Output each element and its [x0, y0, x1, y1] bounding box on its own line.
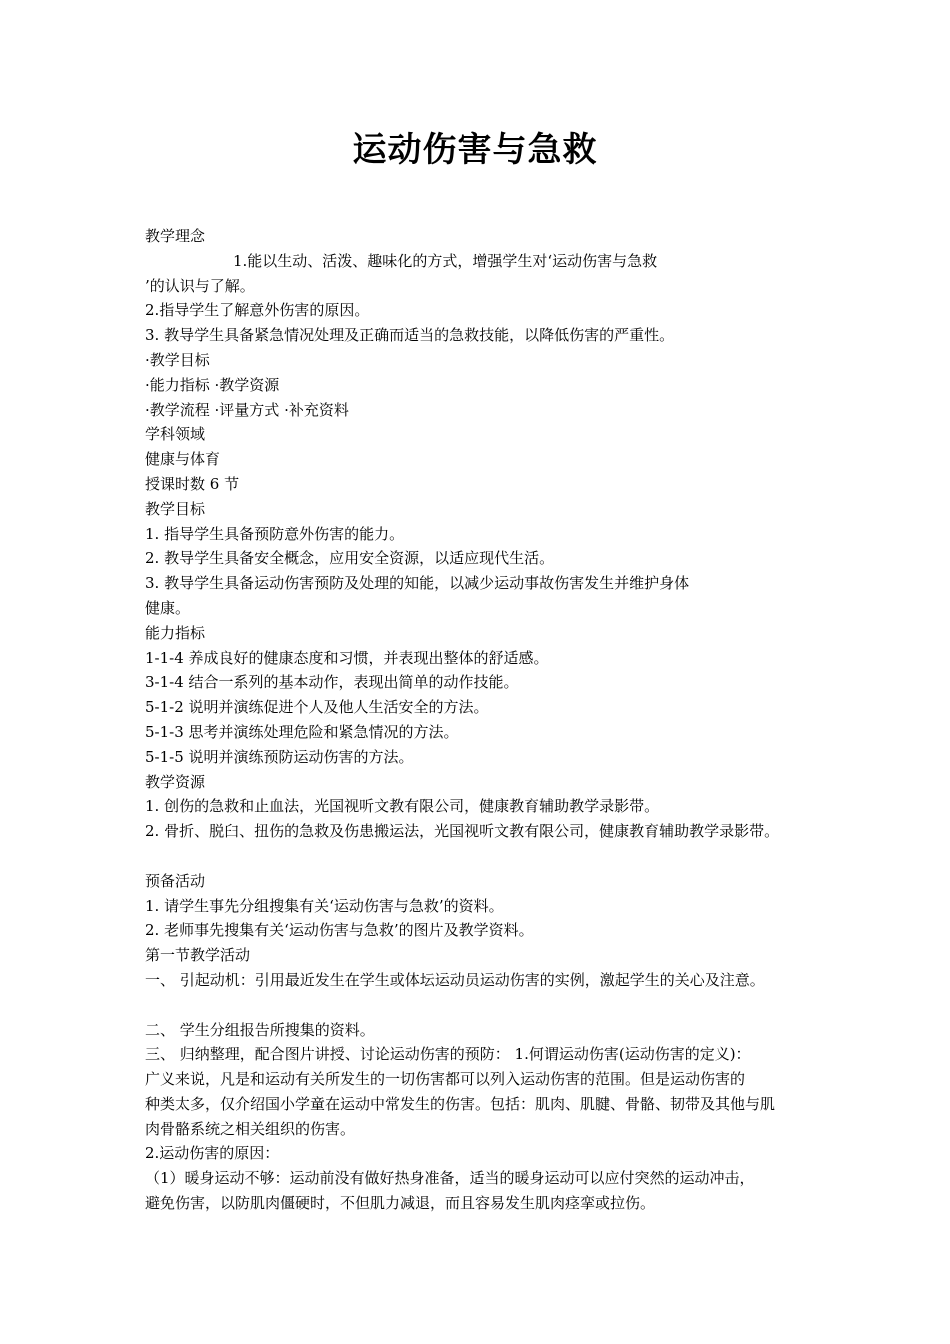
- paragraph-line: 3. 教导学生具备紧急情况处理及正确而适当的急救技能，以降低伤害的严重性。: [145, 326, 675, 345]
- paragraph-line: 2.运动伤害的原因：: [145, 1144, 280, 1163]
- list-item: 1. 指导学生具备预防意外伤害的能力。: [145, 524, 405, 543]
- section-heading: 学科领域: [145, 425, 206, 444]
- paragraph-line: 肉骨骼系统之相关组织的伤害。: [145, 1119, 356, 1138]
- document-title: 运动伤害与急救: [352, 130, 598, 170]
- section-heading: 能力指标: [145, 623, 206, 642]
- list-item: 3. 教导学生具备运动伤害预防及处理的知能，以减少运动事故伤害发生并维护身体: [145, 574, 690, 593]
- paragraph-line: 种类太多，仅介绍国小学童在运动中常发生的伤害。包括：肌肉、肌腱、骨骼、韧带及其他与肌: [145, 1094, 776, 1113]
- nav-link-line: ·教学目标: [145, 350, 210, 369]
- section-heading: 第一节教学活动: [145, 946, 251, 965]
- blank-line: [145, 993, 825, 1018]
- section-heading: 预备活动: [145, 871, 206, 890]
- paragraph-line: 广义来说，凡是和运动有关所发生的一切伤害都可以列入运动伤害的范围。但是运动伤害的: [145, 1070, 746, 1089]
- list-item: 三、 归纳整理，配合图片讲授、讨论运动伤害的预防： 1.何谓运动伤害(运动伤害的定义)：: [145, 1045, 751, 1064]
- list-item: 1. 创伤的急救和止血法，光国视听文教有限公司，健康教育辅助教学录影带。: [145, 797, 660, 816]
- blank-line: [145, 844, 825, 869]
- list-item: 5-1-5 说明并演练预防运动伤害的方法。: [145, 747, 414, 766]
- list-item: 2. 骨折、脱臼、扭伤的急救及伤患搬运法，光国视听文教有限公司，健康教育辅助教学录影带。: [145, 822, 780, 841]
- list-item: 2. 教导学生具备安全概念，应用安全资源，以适应现代生活。: [145, 549, 555, 568]
- section-heading: 教学资源: [145, 772, 206, 791]
- paragraph-line: （1）暖身运动不够：运动前没有做好热身准备，适当的暖身运动可以应付突然的运动冲击，: [145, 1169, 755, 1188]
- paragraph-line: 2.指导学生了解意外伤害的原因。: [145, 301, 370, 320]
- paragraph-line: 1.能以生动、活泼、趣味化的方式，增强学生对‘运动伤害与急救: [233, 251, 658, 270]
- section-heading: 教学理念: [145, 227, 206, 245]
- list-item: 5-1-3 思考并演练处理危险和紧急情况的方法。: [145, 722, 459, 741]
- list-item: 一、 引起动机：引用最近发生在学生或体坛运动员运动伤害的实例，激起学生的关心及注意。: [145, 970, 765, 989]
- paragraph-line: 避免伤害，以防肌肉僵硬时，不但肌力减退，而且容易发生肌肉痉挛或拉伤。: [145, 1194, 656, 1213]
- paragraph-line: 健康与体育: [145, 450, 221, 469]
- list-item: 2. 老师事先搜集有关‘运动伤害与急救’的图片及教学资料。: [145, 921, 534, 940]
- nav-link-line: ·教学流程 ·评量方式 ·补充资料: [145, 400, 349, 419]
- nav-link-line: ·能力指标 ·教学资源: [145, 375, 280, 394]
- list-item: 二、 学生分组报告所搜集的资料。: [145, 1020, 375, 1039]
- paragraph-line: 健康。: [145, 598, 191, 617]
- paragraph-line: ’的认识与了解。: [145, 276, 255, 295]
- list-item: 5-1-2 说明并演练促进个人及他人生活安全的方法。: [145, 698, 489, 717]
- paragraph-line: 授课时数 6 节: [145, 474, 240, 493]
- document-body: [145, 224, 825, 1216]
- section-heading: 教学目标: [145, 499, 206, 518]
- list-item: 1-1-4 养成良好的健康态度和习惯，并表现出整体的舒适感。: [145, 648, 549, 667]
- list-item: 1. 请学生事先分组搜集有关‘运动伤害与急救’的资料。: [145, 896, 504, 915]
- list-item: 3-1-4 结合一系列的基本动作，表现出简单的动作技能。: [145, 673, 519, 692]
